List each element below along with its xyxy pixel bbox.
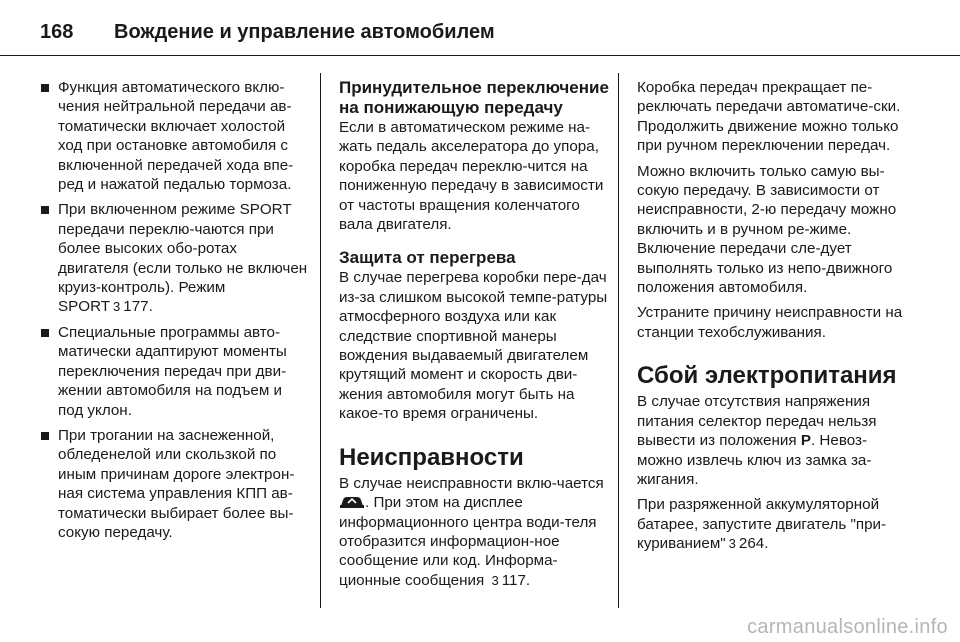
page-header [40,12,495,52]
watermark: carmanualsonline.info [747,616,948,638]
column-1 [40,78,310,548]
section-heading-faults: Неисправности [339,443,524,471]
column-divider-1 [320,73,321,608]
page-ref-arrow-icon: 3 [491,572,499,588]
column-3 [637,78,905,560]
list-item: При трогании на заснеженной, обледенелой или скользкой по иным причинам дороге электрон-ная система управления КПП ав-томатически выбирает более вы-сокую передачу. [40,426,310,542]
column-divider-2 [618,73,619,608]
page-ref-link[interactable]: 264. [738,535,769,553]
page-ref-arrow-icon: 3 [728,536,736,552]
paragraph: Коробка передач прекращает пе-реключать передачи автоматиче-ски. Продолжить движение можно только при ручном переключении передач. [637,79,901,155]
paragraph: В случае неисправности вклю-чается . При этом на дисплее информационного центра води-теля отобразится информацион-ное сообщение или код. Информа-ционные сообщения 3 117. [339,474,604,589]
gear-position-p: P [800,432,811,450]
page-ref-arrow-icon: 3 [113,299,121,315]
section-heading-kickdown: Принудительное переключение на понижающую передачу [339,78,609,117]
page-number: 168 [40,20,74,43]
paragraph: В случае перегрева коробки пере-дач из-за слишком высокой темпе-ратуры атмосферного воздуха или как следствие спортивной манеры вождения выдаваемый двигателем крутящий момент и скорость дви-жения автомобиля могут быть на какое-то время ограничены. [339,269,608,423]
paragraph: При разряженной аккумуляторной батарее, запустите двигатель "при-куриванием" 3 264. [637,496,887,553]
page-title: Вождение и управление автомобилем [114,20,495,43]
list-item: Функция автоматического вклю-чения нейтральной передачи ав-томатически включает холостой ход при остановке автомобиля с включенной передачей хода впе-ред и нажатой педалью тормоза. [40,78,310,194]
section-heading-power-failure: Сбой электропитания [637,362,897,390]
bullet-list [40,78,310,542]
column-2 [339,78,609,596]
paragraph: В случае отсутствия напряжения питания селектор передач нельзя вывести из положения P. Невоз-можно извлечь ключ из замка за-жигания. [637,393,877,488]
paragraph: Можно включить только самую вы-сокую передачу. В зависимости от неисправности, 2-ю передачу можно включить и в ручном ре-жиме. Включение передачи сле-дует выполнять только из непо-движного положения автомобиля. [637,162,897,297]
car-warning-icon [339,494,365,510]
section-heading-overheat: Защита от перегрева [339,248,516,268]
page-ref-link[interactable]: 117. [501,571,531,589]
header-rule [0,55,960,56]
page-ref-link[interactable]: 177. [123,298,153,316]
paragraph: Если в автоматическом режиме на-жать педаль акселератора до упора, коробка передач переклю-чится на пониженную передачу в зависимости от частоты вращения коленчатого вала двигателя. [339,119,604,234]
list-item: При включенном режиме SPORT передачи переклю-чаются при более высоких обо-ротах двигателя (если только не включен круиз-контроль). Режим SPORT 3 177. [40,200,310,316]
list-item: Специальные программы авто-матически адаптируют моменты переключения передач при дви-жении автомобиля на подъем и под уклон. [40,323,310,420]
paragraph: Устраните причину неисправности на станции техобслуживания. [637,304,903,341]
